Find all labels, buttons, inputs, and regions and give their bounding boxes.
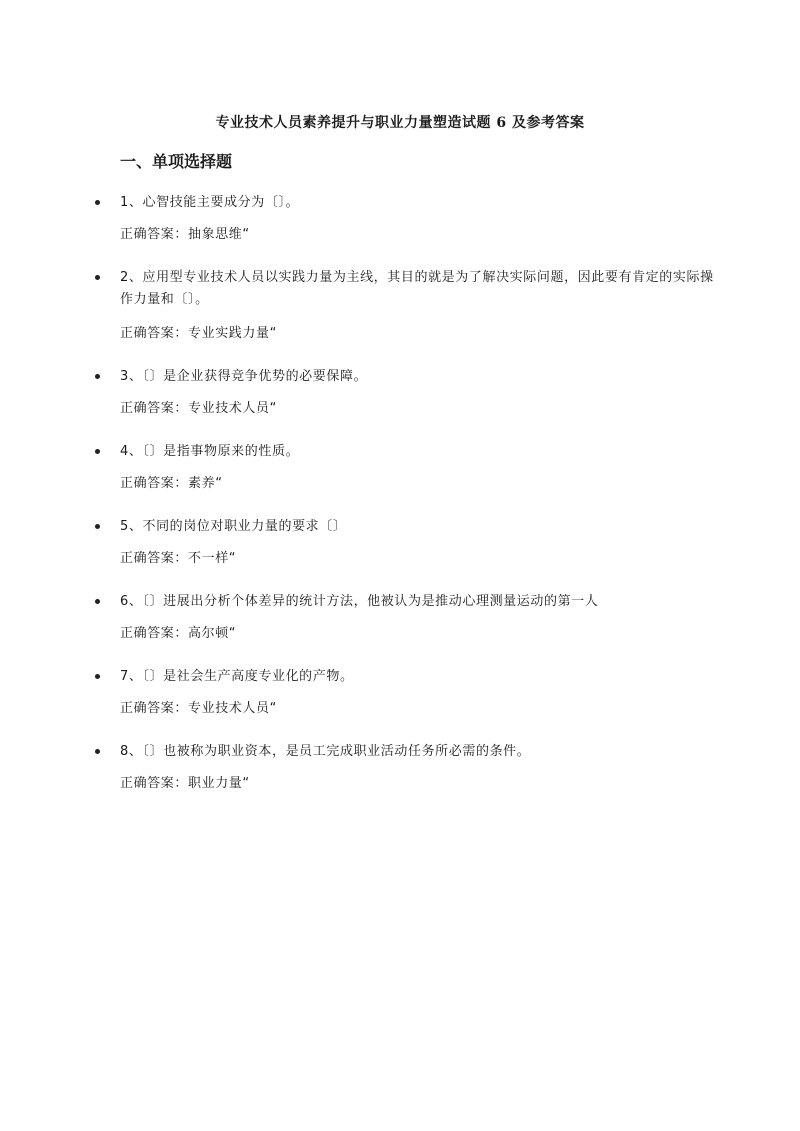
bullet-icon: [95, 200, 100, 205]
bullet-icon: [95, 524, 100, 529]
question-text: 4、〔〕是指事物原来的性质。: [120, 444, 300, 459]
answer-text: 正确答案：专业实践力量“: [120, 326, 277, 341]
list-item: [0, 441, 800, 495]
list-item: [0, 591, 800, 645]
bullet-icon: [95, 374, 100, 379]
question-text: 2、应用型专业技术人员以实践力量为主线，其目的就是为了解决实际问题，因此要有肯定的实际操作力量和〔〕。: [120, 270, 714, 307]
list-item: [0, 366, 800, 420]
answer-text: 正确答案：职业力量“: [120, 776, 250, 791]
question-text: 6、〔〕进展出分析个体差异的统计方法，他被认为是推动心理测量运动的第一人: [120, 594, 599, 609]
bullet-icon: [95, 275, 100, 280]
bullet-icon: [95, 749, 100, 754]
question-text: 1、心智技能主要成分为〔〕。: [120, 195, 300, 210]
section-heading: 一、单项选择题: [120, 152, 233, 171]
question-text: 3、〔〕是企业获得竞争优势的必要保障。: [120, 369, 368, 384]
question-text: 8、〔〕也被称为职业资本，是员工完成职业活动任务所必需的条件。: [120, 744, 531, 759]
list-item: [0, 666, 800, 720]
list-item: [0, 741, 800, 795]
answer-text: 正确答案：高尔顿“: [120, 626, 237, 641]
list-item: [0, 267, 800, 345]
document-title: 专业技术人员素养提升与职业力量塑造试题 6 及参考答案: [215, 115, 585, 131]
question-list: [0, 192, 800, 816]
list-item: [0, 192, 800, 246]
answer-text: 正确答案：不一样“: [120, 551, 237, 566]
question-text: 7、〔〕是社会生产高度专业化的产物。: [120, 669, 354, 684]
answer-text: 正确答案：抽象思维“: [120, 227, 250, 242]
bullet-icon: [95, 449, 100, 454]
bullet-icon: [95, 599, 100, 604]
answer-text: 正确答案：专业技术人员“: [120, 701, 277, 716]
answer-text: 正确答案：素养“: [120, 476, 223, 491]
list-item: [0, 516, 800, 570]
question-text: 5、不同的岗位对职业力量的要求〔〕: [120, 519, 347, 534]
answer-text: 正确答案：专业技术人员“: [120, 401, 277, 416]
bullet-icon: [95, 674, 100, 679]
